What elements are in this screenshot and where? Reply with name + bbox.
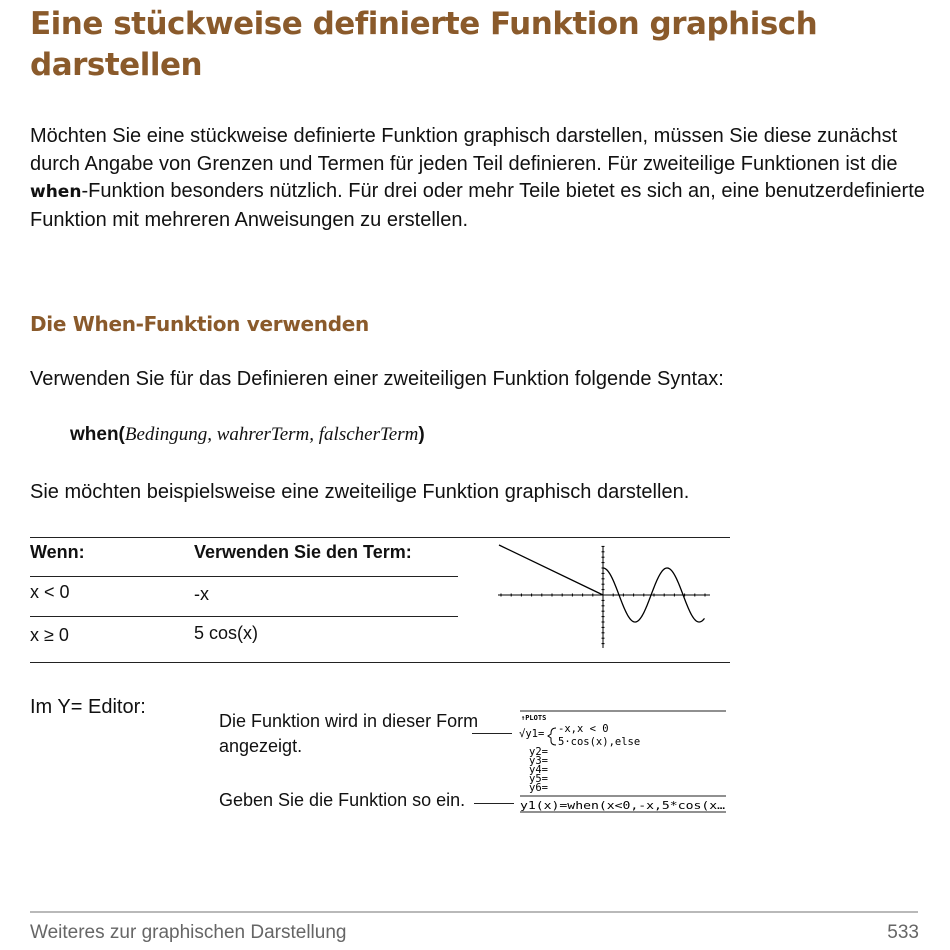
- syntax-function: when(: [70, 424, 125, 445]
- page-title-line-2: darstellen: [30, 47, 203, 83]
- footer-rule: [30, 911, 918, 913]
- screen-y3: y3=: [529, 755, 548, 767]
- graph-curve-negative-x: [499, 545, 603, 595]
- screen-piece-1: -x,x < 0: [558, 723, 609, 735]
- intro-text-before: Möchten Sie eine stückweise definierte Funktion graphisch darstellen, müssen Sie diese zunächst durch Angabe von Grenzen und Termen für jeden Teil definieren. Für zweiteilige Funktionen ist die: [30, 125, 898, 175]
- callout-entry-leader: [474, 803, 514, 804]
- section-heading: Die When-Funktion verwenden: [30, 312, 369, 336]
- screen-y6: y6=: [529, 782, 548, 794]
- callout-entry-text: Geben Sie die Funktion so ein.: [219, 790, 466, 810]
- calculator-screen: [518, 708, 730, 818]
- syntax-line: [70, 424, 425, 446]
- screen-y4: y4=: [529, 764, 548, 776]
- callout-display-text: Die Funktion wird in dieser Form angezeigt.: [219, 711, 479, 756]
- function-graph: [495, 542, 715, 652]
- intro-text-after: -Funktion besonders nützlich. Für drei oder mehr Teile bietet es sich an, eine benutzerdefinierte Funktion mit mehreren Anweisungen zu erstellen.: [30, 180, 925, 231]
- intro-paragraph: [30, 123, 925, 234]
- table-row-2-term: 5 cos(x): [194, 623, 259, 643]
- table-bottom-rule: [30, 662, 730, 663]
- page-title-line-1: Eine stückweise definierte Funktion graphisch: [30, 6, 818, 42]
- syntax-close: ): [418, 424, 425, 445]
- intro-code-word: when: [30, 182, 82, 202]
- screen-brace: [548, 728, 556, 745]
- table-header-term: Verwenden Sie den Term:: [194, 542, 412, 562]
- table-row-rule: [30, 616, 458, 617]
- screen-header: ↑PLOTS: [521, 714, 547, 722]
- table-row-1-condition: x < 0: [30, 582, 70, 602]
- screen-piece-2: 5·cos(x),else: [558, 736, 641, 748]
- screen-entry-line: y1(x)=when(x<0,-x,5*cos(x…: [520, 801, 725, 812]
- table-row-2-condition: x ≥ 0: [30, 625, 69, 645]
- footer-page-number: 533: [887, 922, 919, 943]
- example-intro: Sie möchten beispielsweise eine zweiteilige Funktion graphisch darstellen.: [30, 481, 690, 503]
- table-row-1-term: -x: [194, 584, 209, 604]
- syntax-arguments: Bedingung, wahrerTerm, falscherTerm: [124, 424, 419, 445]
- syntax-intro: Verwenden Sie für das Definieren einer zweiteiligen Funktion folgende Syntax:: [30, 368, 724, 390]
- editor-label: Im Y= Editor:: [30, 696, 146, 718]
- table-header-rule: [30, 576, 458, 577]
- callout-display-leader: [472, 733, 512, 734]
- screen-y2: y2=: [529, 746, 548, 758]
- screen-y1-prefix: √y1=: [519, 728, 545, 740]
- screen-y5: y5=: [529, 773, 548, 785]
- table-header-condition: Wenn:: [30, 542, 85, 562]
- table-top-rule: [30, 537, 730, 538]
- footer-chapter: Weiteres zur graphischen Darstellung: [30, 922, 347, 943]
- page-title: [30, 4, 910, 86]
